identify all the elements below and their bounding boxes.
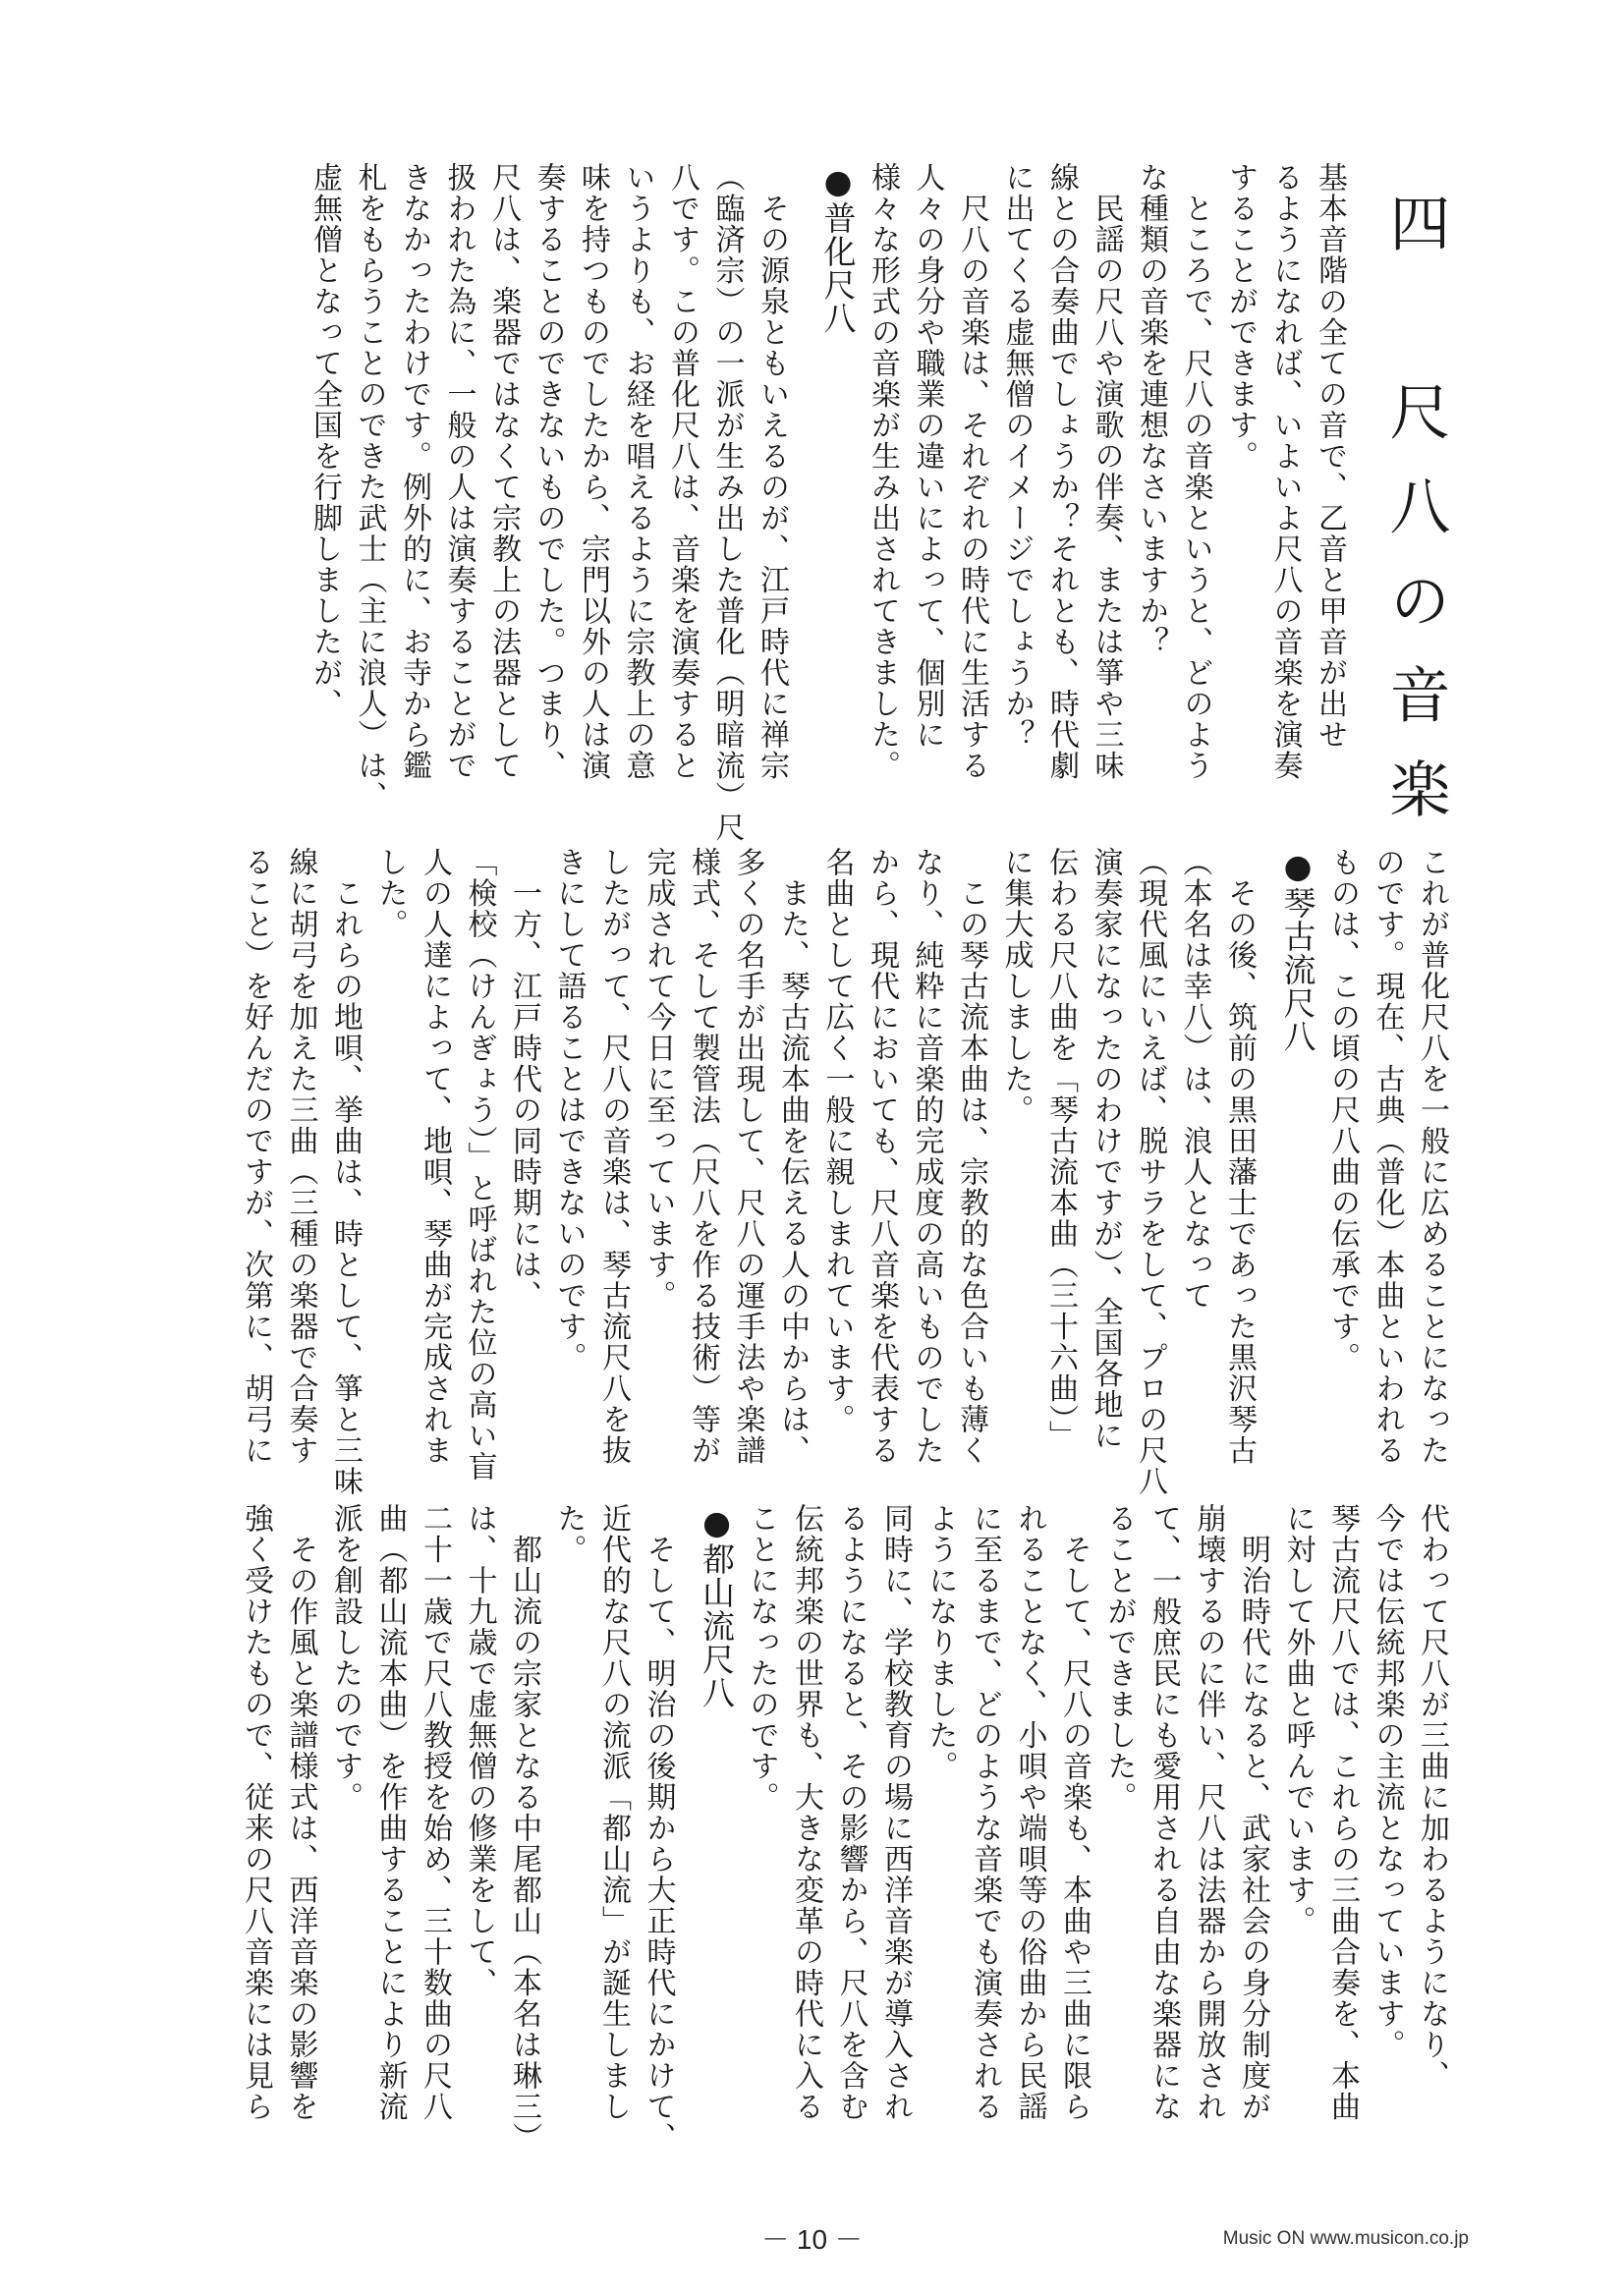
text-column: 人の人達によって、地唄、琴曲が完成されま: [418, 847, 452, 1466]
text-column: 虚無僧となって全国を行脚しましたが、: [308, 162, 342, 719]
subheading-kinko-shakuhachi: ●琴古流尺八: [1278, 847, 1317, 1053]
text-column: ることができました。: [1101, 1503, 1137, 1813]
text-column: な種類の音楽を連想なさいますか？: [1134, 162, 1168, 657]
text-column: 強く受けたもので、従来の尺八音楽には見ら: [239, 1503, 273, 2122]
text-band-3: [147, 1503, 1454, 2154]
text-column: は、十九歳で虚無僧の修業をして、: [462, 1503, 497, 1998]
text-column: に至るまで、どのような音楽でも演奏される: [968, 1503, 1002, 2122]
text-column: 明治時代になると、武家社会の身分制度が: [1236, 1503, 1270, 2122]
footer-credit: Music ON www.musicon.co.jp: [1222, 2228, 1469, 2249]
text-column: ところで、尺八の音楽というと、どのよう: [1178, 162, 1213, 781]
text-column: 民謡の尺八や演歌の伴奏、または箏や三味: [1089, 162, 1124, 781]
text-column: その後、筑前の黒田藩士であった黒沢琴古: [1222, 847, 1257, 1466]
text-column: その作風と楽譜様式は、西洋音楽の影響を: [283, 1503, 318, 2122]
text-column: 八です。この普化尺八は、音楽を演奏すると: [665, 162, 700, 781]
text-column: に集大成しました。: [998, 847, 1034, 1126]
text-column: から、現代においても、尺八音楽を代表する: [865, 847, 899, 1466]
text-column: 一方、江戸時代の同時期には、: [507, 847, 541, 1312]
text-column: 奏することのできないものでした。つまり、: [531, 162, 566, 781]
text-column: した。: [372, 847, 408, 940]
text-column: また、琴古流本曲を伝える人の中からは、: [775, 847, 810, 1466]
text-column: 「検校（けんぎょう）」と呼ばれた位の高い盲: [462, 847, 497, 1483]
text-column: 札をもらうことのできた武士（主に浪人）は、: [352, 162, 387, 812]
text-column: 名曲として広く一般に親しまれています。: [819, 847, 855, 1435]
text-column: 二十一歳で尺八教授を始め、三十数曲の尺八: [418, 1503, 452, 2122]
text-column: その源泉ともいえるのが、江戸時代に禅宗: [755, 162, 789, 781]
text-column: 琴古流尺八では、これらの三曲合奏を、本曲: [1325, 1503, 1360, 2122]
text-column: （現代風にいえば、脱サラをして、プロの尺八: [1133, 847, 1167, 1497]
text-column: 近代的な尺八の流派「都山流」が誕生しまし: [596, 1503, 631, 2122]
text-column: に対して外曲と呼んでいます。: [1280, 1503, 1316, 1936]
text-column: 様式、そして製管法（尺八を作る技術）等が: [686, 847, 720, 1466]
text-column: るようになれば、いよいよ尺八の音楽を演奏: [1267, 162, 1303, 781]
text-column: 今では伝統邦楽の主流となっています。: [1370, 1503, 1405, 2060]
text-column: （本名は幸八）は、浪人となって: [1177, 847, 1212, 1312]
text-column: 都山流の宗家となる中尾都山（本名は琳三）: [507, 1503, 541, 2154]
section-title: 四 尺八の音楽: [1379, 192, 1451, 852]
text-column: ようになりました。: [923, 1503, 958, 1782]
text-column: るようになると、その影響から、尺八を含む: [833, 1503, 868, 2122]
text-column: 多くの名手が出現して、尺八の運手法や楽譜: [730, 847, 765, 1466]
text-column: これが普化尺八を一般に広めることになった: [1415, 847, 1449, 1466]
text-column: 扱われた為に、一般の人は演奏することがで: [441, 162, 476, 781]
text-column: 伝統邦楽の世界も、大きな変革の時代に入る: [789, 1503, 823, 2122]
text-column: この琴古流本曲は、宗教的な色合いも薄く: [954, 847, 988, 1466]
text-band-2: [147, 847, 1454, 1497]
text-column: 崩壊するのに伴い、尺八は法器から開放され: [1191, 1503, 1226, 2122]
text-column: た。: [551, 1503, 587, 1565]
text-column: 様々な形式の音楽が生み出されてきました。: [866, 162, 900, 781]
text-column: 曲（都山流本曲）を作曲することにより新流: [372, 1503, 408, 2122]
text-column: いうよりも、お経を唱えるように宗教上の意: [620, 162, 655, 781]
text-column: に出てくる虚無僧のイメージでしょうか？: [999, 162, 1035, 751]
text-column: 同時に、学校教育の場に西洋音楽が導入され: [878, 1503, 913, 2122]
text-column: 基本音階の全ての音で、乙音と甲音が出せ: [1313, 162, 1347, 751]
text-column: なり、純粋に音楽的完成度の高いものでした: [909, 847, 944, 1466]
page-number: － 10 －: [761, 2224, 863, 2255]
text-column: そして、明治の後期から大正時代にかけて、: [641, 1503, 676, 2154]
text-column: これらの地唄、挙曲は、時として、箏と三味: [328, 847, 363, 1497]
text-column: そして、尺八の音楽も、本曲や三曲に限ら: [1057, 1503, 1092, 2122]
text-column: 尺八の音楽は、それぞれの時代に生活する: [955, 162, 989, 781]
text-column: て、一般庶民にも愛用される自由な楽器にな: [1147, 1503, 1181, 2122]
subheading-fuke-shakuhachi: ●普化尺八: [818, 162, 858, 335]
text-column: きなかったわけです。例外的に、お寺から鑑: [397, 162, 431, 781]
text-band-1: [147, 162, 1454, 852]
text-column: 尺八は、楽器ではなくて宗教上の法器として: [486, 162, 521, 781]
text-column: 人々の身分や職業の違いによって、個別に: [910, 162, 945, 751]
text-column: 伝わる尺八曲を「琴古流本曲（三十六曲）」: [1043, 847, 1078, 1451]
text-column: 完成されて今日に至っています。: [641, 847, 676, 1312]
text-column: きにして語ることはできないのです。: [551, 847, 587, 1373]
text-column: （臨済宗）の一派が生み出した普化（明暗流）尺: [709, 162, 745, 843]
subheading-tozan-shakuhachi: ●都山流尺八: [698, 1503, 736, 1709]
text-column: 演奏家になったのわけですが）、全国各地に: [1088, 847, 1123, 1451]
text-column: したがって、尺八の音楽は、琴古流尺八を抜: [596, 847, 631, 1466]
text-column: 味を持つものでしたから、宗門以外の人は演: [576, 162, 610, 781]
text-column: のです。現在、古典（普化）本曲といわれる: [1370, 847, 1405, 1466]
text-column: れることなく、小唄や端唄等の俗曲から民謡: [1012, 1503, 1047, 2122]
text-column: ことになったのです。: [744, 1503, 779, 1813]
text-column: 線に胡弓を加えた三曲（三種の楽器で合奏す: [283, 847, 318, 1466]
text-column: 代わって尺八が三曲に加わるようになり、: [1415, 1503, 1449, 2092]
text-column: ものは、この頃の尺八曲の伝承です。: [1325, 847, 1360, 1373]
text-column: 線との合奏曲でしょうか？それとも、時代劇: [1044, 162, 1079, 781]
text-column: ること）を好んだのですが、次第に、胡弓に: [239, 847, 273, 1466]
text-column: 派を創設したのです。: [328, 1503, 363, 1813]
text-column: することができます。: [1223, 162, 1258, 472]
